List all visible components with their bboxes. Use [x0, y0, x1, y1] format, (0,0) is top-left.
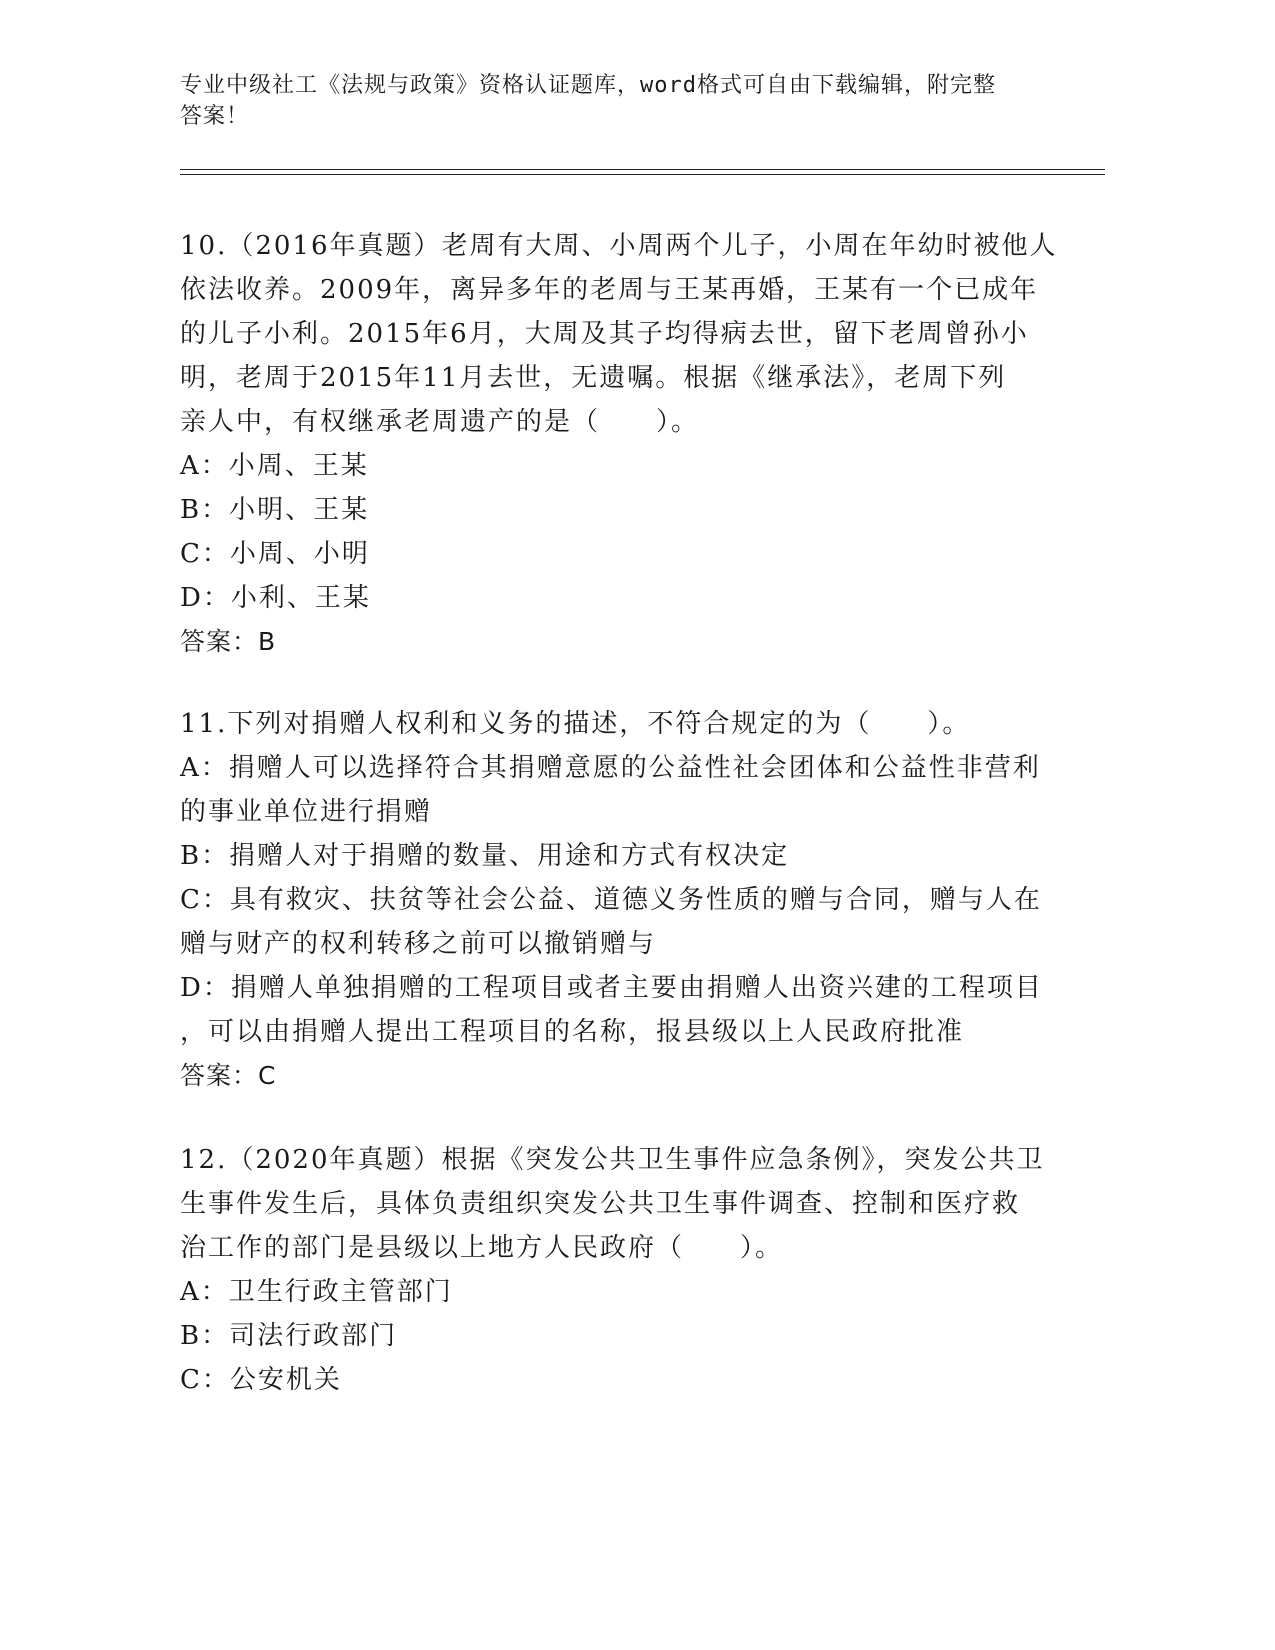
question-stem-line: 的儿子小利。2015年6月，大周及其子均得病去世，留下老周曾孙小	[180, 319, 1029, 349]
question-stem-line: 明，老周于2015年11月去世，无遗嘱。根据《继承法》，老周下列	[180, 363, 1007, 393]
header-line: 答案！	[180, 104, 250, 129]
question-stem-line: 依法收养。2009年，离异多年的老周与王某再婚，王某有一个已成年	[180, 275, 1039, 305]
option-b: B：司法行政部门	[180, 1321, 398, 1351]
header-line: 专业中级社工《法规与政策》资格认证题库，word格式可自由下载编辑，附完整	[180, 73, 996, 98]
question-stem-line: 12.（2020年真题）根据《突发公共卫生事件应急条例》，突发公共卫	[180, 1145, 1045, 1175]
option-b: B：小明、王某	[180, 495, 370, 525]
option-a: A：卫生行政主管部门	[180, 1277, 453, 1307]
header-divider	[180, 169, 1105, 170]
option-c: C：具有救灾、扶贫等社会公益、道德义务性质的赠与合同，赠与人在	[180, 885, 1042, 915]
question-11	[180, 702, 1050, 1098]
question-10	[180, 224, 1058, 664]
option-d: D：捐赠人单独捐赠的工程项目或者主要由捐赠人出资兴建的工程项目	[180, 973, 1043, 1003]
option-c-continued: 赠与财产的权利转移之前可以撤销赠与	[180, 929, 657, 959]
option-a: A：捐赠人可以选择符合其捐赠意愿的公益性社会团体和公益性非营利	[180, 753, 1041, 783]
question-stem-line: 治工作的部门是县级以上地方人民政府（ ）。	[180, 1233, 784, 1263]
question-stem-line: 11.下列对捐赠人权利和义务的描述，不符合规定的为（ ）。	[180, 709, 971, 739]
option-c: C：公安机关	[180, 1365, 342, 1395]
option-a-continued: 的事业单位进行捐赠	[180, 797, 433, 827]
page-header	[180, 70, 1040, 132]
header-divider	[180, 174, 1105, 175]
option-a: A：小周、王某	[180, 451, 369, 481]
option-d: D：小利、王某	[180, 583, 371, 613]
option-c: C：小周、小明	[180, 539, 370, 569]
question-stem-line: 亲人中，有权继承老周遗产的是（ ）。	[180, 407, 700, 437]
answer-line: 答案：B	[180, 627, 277, 656]
question-stem-line: 生事件发生后，具体负责组织突发公共卫生事件调查、控制和医疗救	[180, 1189, 1021, 1219]
question-stem-line: 10.（2016年真题）老周有大周、小周两个儿子，小周在年幼时被他人	[180, 231, 1058, 261]
option-d-continued: ，可以由捐赠人提出工程项目的名称，报县级以上人民政府批准	[180, 1017, 965, 1047]
answer-line: 答案：C	[180, 1061, 277, 1090]
question-12	[180, 1138, 1050, 1402]
option-b: B：捐赠人对于捐赠的数量、用途和方式有权决定	[180, 841, 790, 871]
